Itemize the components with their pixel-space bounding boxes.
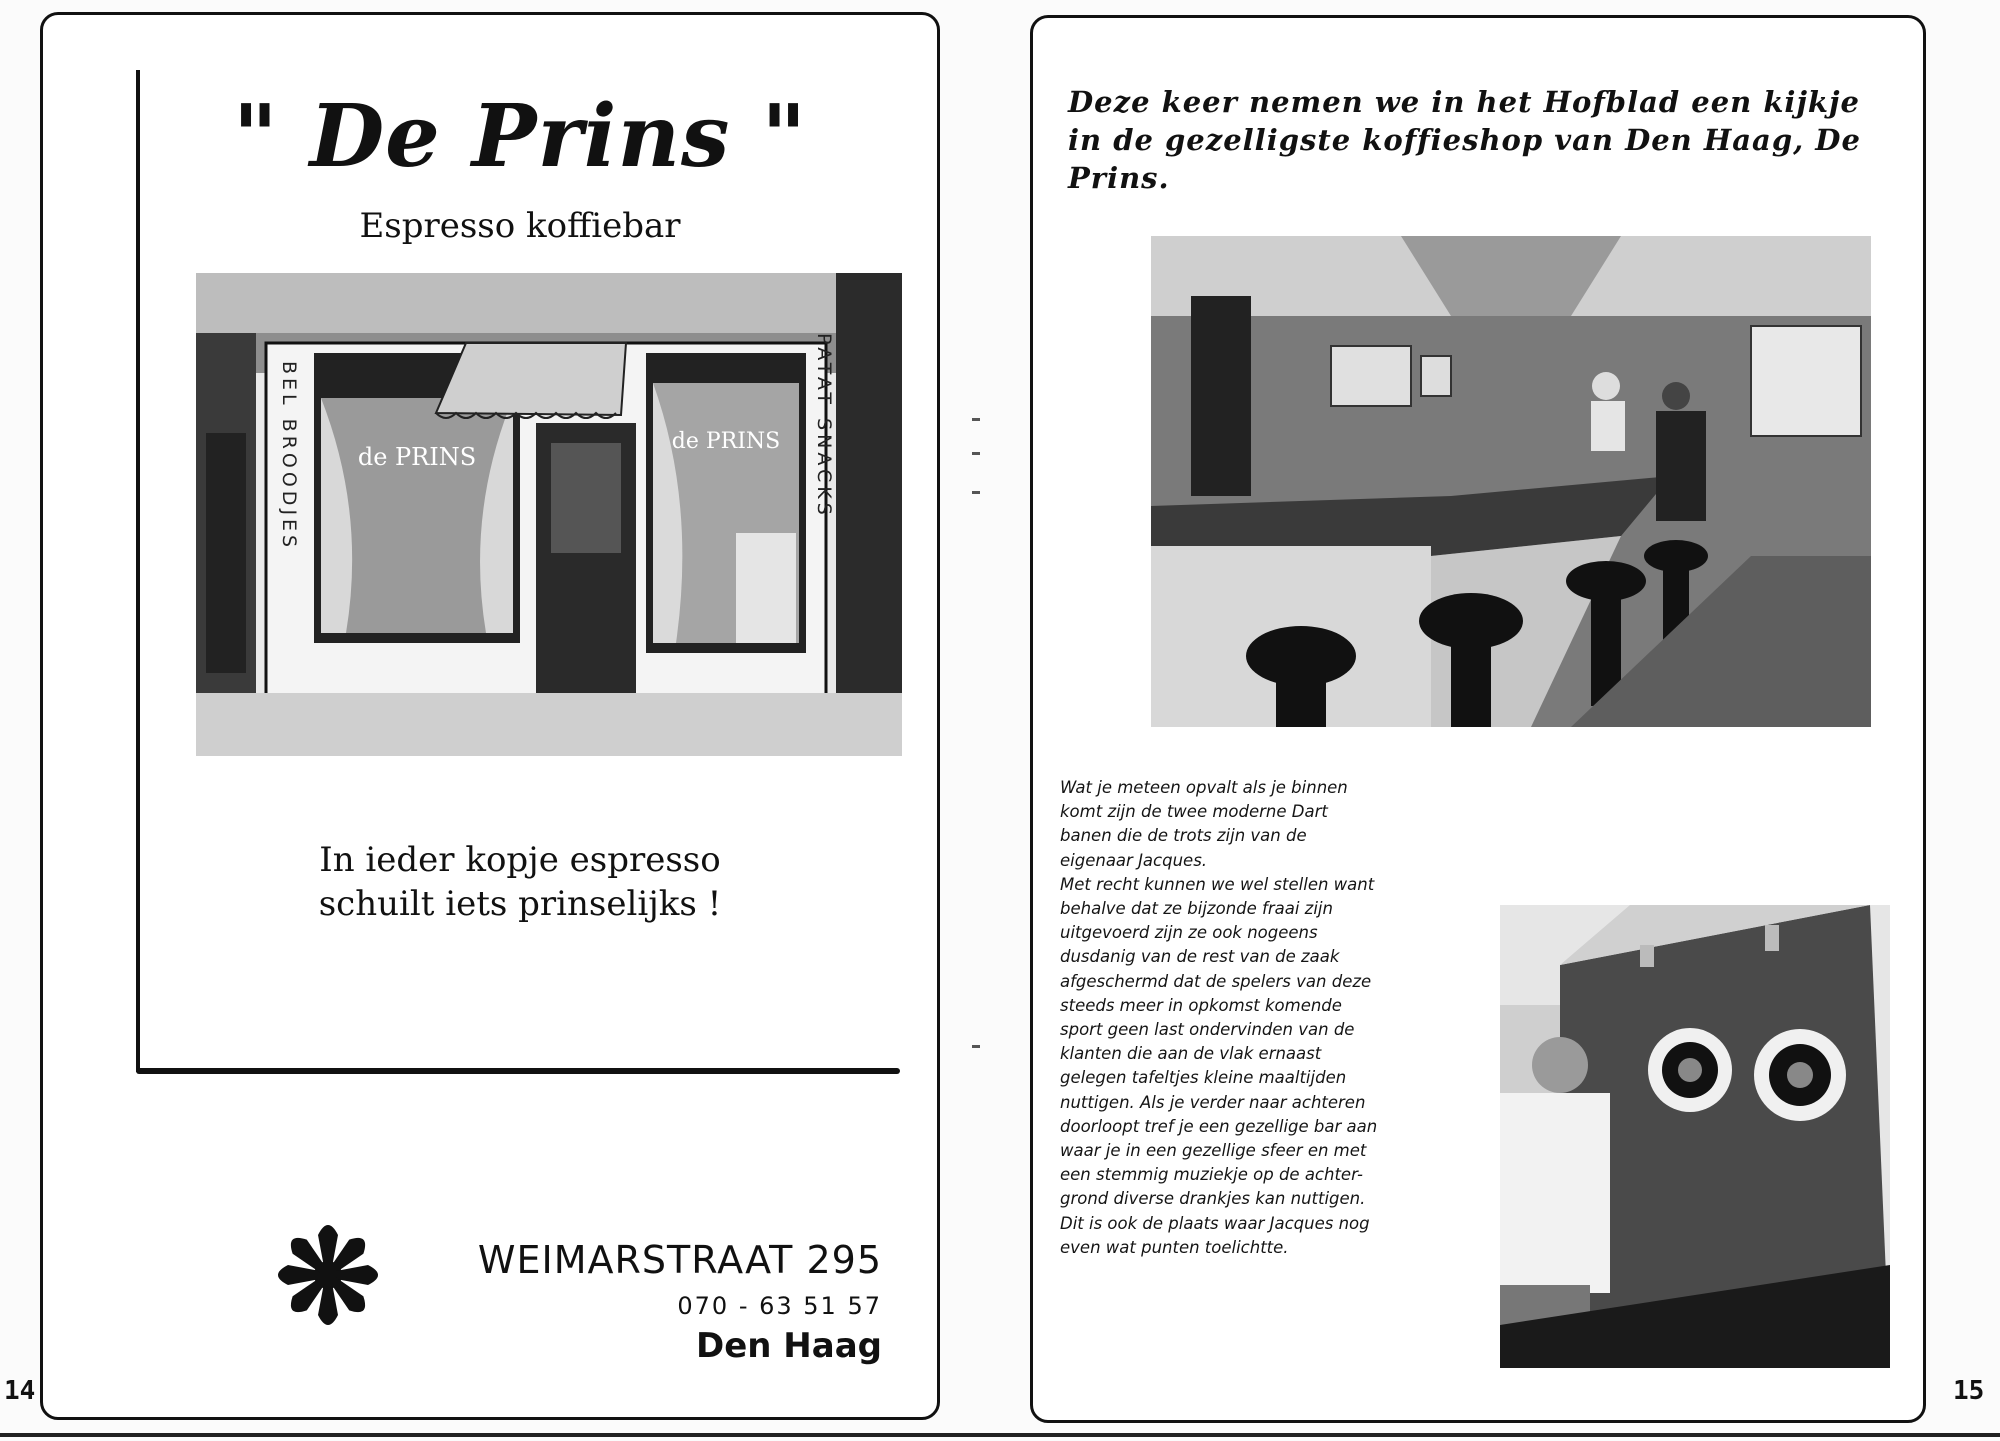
article-line: afgeschermd dat de spelers van deze <box>1060 971 1372 991</box>
bar-interior-photo <box>1151 236 1871 727</box>
article-line: uitgevoerd zijn ze ook nogeens <box>1060 923 1318 943</box>
article-line: gelegen tafeltjes kleine maaltijden <box>1060 1068 1347 1088</box>
sign-bel-broodjes: BEL BROODJES <box>278 361 300 552</box>
ad-subtitle: Espresso koffiebar <box>359 206 681 246</box>
article-line: grond diverse drankjes kan nuttigen. <box>1060 1189 1366 1209</box>
gutter-mark <box>972 491 980 494</box>
window-sign-left: de PRINS <box>357 443 477 471</box>
article-line: Dit is ook de plaats waar Jacques nog <box>1060 1213 1370 1233</box>
flower-logo-icon <box>266 1213 390 1337</box>
article-intro: Deze keer nemen we in het Hofblad een kijkje in de gezelligste koffieshop van Den Haag, De Prins. <box>1068 85 1861 195</box>
slogan-line-2: schuilt iets prinselijks ! <box>318 884 722 924</box>
article-line: een stemmig muziekje op de achter- <box>1060 1165 1363 1185</box>
gutter-mark <box>972 418 980 421</box>
ad-address: WEIMARSTRAAT 295 <box>477 1238 882 1282</box>
article-line: doorloopt tref je een gezellige bar aan <box>1060 1116 1378 1136</box>
article-body <box>1060 776 1462 1260</box>
article-line: banen die de trots zijn van de <box>1060 826 1307 846</box>
ad-phone: 070 - 63 51 57 <box>677 1292 882 1320</box>
bottom-rule <box>0 1433 2000 1437</box>
window-sign-right: de PRINS <box>671 429 781 454</box>
page-number-left: 14 <box>4 1376 36 1406</box>
ad-border-bottom <box>136 1068 900 1074</box>
ad-slogan <box>140 838 900 926</box>
ad-city: Den Haag <box>695 1326 882 1366</box>
ad-title: " De Prins " <box>232 86 808 187</box>
article-line: Met recht kunnen we wel stellen want <box>1060 874 1375 894</box>
gutter-mark <box>972 452 980 455</box>
article-line: Wat je meteen opvalt als je binnen <box>1060 778 1348 797</box>
article-line: komt zijn de twee moderne Dart <box>1060 802 1328 822</box>
article-line: even wat punten toelichtte. <box>1060 1237 1289 1257</box>
darts-photo <box>1500 905 1890 1368</box>
slogan-line-1: In ieder kopje espresso <box>319 840 721 880</box>
gutter-mark <box>972 1045 980 1048</box>
article-line: sport geen last ondervinden van de <box>1060 1020 1355 1040</box>
article-line: waar je in een gezellige sfeer en met <box>1060 1141 1367 1161</box>
article-line: klanten die aan de vlak ernaast <box>1060 1044 1322 1064</box>
page-number-right: 15 <box>1953 1376 1985 1406</box>
sign-patat-snacks: PATAT SNACKS <box>813 333 835 519</box>
article-line: steeds meer in opkomst komende <box>1060 995 1342 1015</box>
article-line: eigenaar Jacques. <box>1060 850 1208 870</box>
article-line: behalve dat ze bijzonde fraai zijn <box>1060 899 1333 919</box>
article-line: nuttigen. Als je verder naar achteren <box>1060 1092 1366 1112</box>
shopfront-photo <box>196 273 902 756</box>
article-line: dusdanig van de rest van de zaak <box>1060 947 1340 967</box>
